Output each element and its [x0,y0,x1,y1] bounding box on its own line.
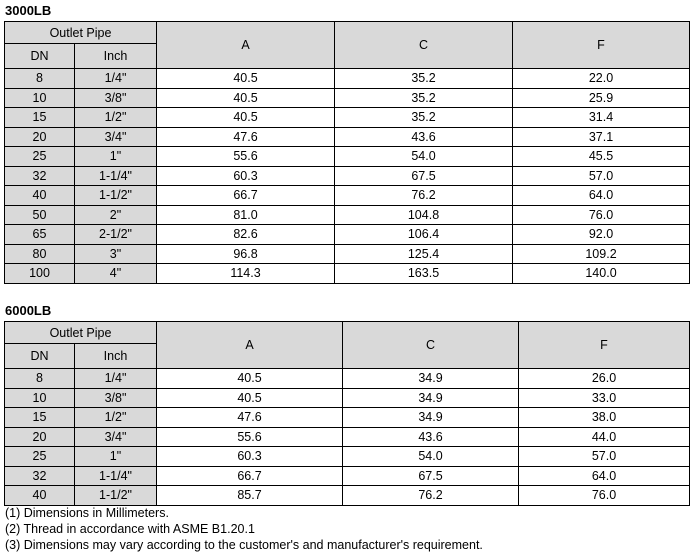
table-row [5,108,690,128]
cell-f: 64.0 [519,466,690,486]
outlet-pipe-header: Outlet Pipe [5,22,157,44]
table-row [5,166,690,186]
cell-inch: 1-1/4" [75,466,157,486]
cell-dn: 20 [5,127,75,147]
cell-f: 37.1 [513,127,690,147]
table-row [5,127,690,147]
cell-c: 43.6 [335,127,513,147]
cell-a: 66.7 [157,186,335,206]
outlet-pipe-header: Outlet Pipe [5,322,157,344]
cell-inch: 1/2" [75,408,157,428]
col-header-a: A [157,322,343,369]
cell-f: 26.0 [519,369,690,389]
section-title-6000lb: 6000LB [5,303,52,318]
cell-f: 64.0 [513,186,690,206]
cell-f: 140.0 [513,264,690,284]
col-header-inch: Inch [75,44,157,69]
cell-f: 76.0 [519,486,690,506]
cell-f: 57.0 [519,447,690,467]
table-body [5,69,690,284]
cell-a: 81.0 [157,205,335,225]
cell-c: 163.5 [335,264,513,284]
cell-c: 35.2 [335,69,513,89]
cell-inch: 1" [75,147,157,167]
cell-c: 76.2 [343,486,519,506]
cell-c: 67.5 [343,466,519,486]
cell-c: 104.8 [335,205,513,225]
cell-inch: 3/4" [75,427,157,447]
table-row [5,466,690,486]
cell-a: 55.6 [157,147,335,167]
cell-a: 40.5 [157,388,343,408]
cell-a: 40.5 [157,108,335,128]
table-row [5,205,690,225]
cell-dn: 25 [5,147,75,167]
cell-f: 109.2 [513,244,690,264]
footnotes [5,505,483,553]
footnote: (2) Thread in accordance with ASME B1.20.1 [5,522,255,536]
cell-inch: 3/8" [75,388,157,408]
table-row [5,427,690,447]
cell-dn: 32 [5,166,75,186]
cell-inch: 1-1/2" [75,186,157,206]
table-row [5,186,690,206]
cell-dn: 10 [5,388,75,408]
cell-dn: 8 [5,369,75,389]
col-header-a: A [157,22,335,69]
cell-c: 34.9 [343,369,519,389]
table-row [5,69,690,89]
cell-a: 66.7 [157,466,343,486]
cell-a: 40.5 [157,369,343,389]
cell-inch: 2" [75,205,157,225]
cell-c: 106.4 [335,225,513,245]
cell-inch: 2-1/2" [75,225,157,245]
cell-c: 125.4 [335,244,513,264]
cell-dn: 65 [5,225,75,245]
cell-a: 47.6 [157,127,335,147]
col-header-dn: DN [5,344,75,369]
cell-f: 38.0 [519,408,690,428]
cell-dn: 40 [5,186,75,206]
footnote: (3) Dimensions may vary according to the customer's and manufacturer's requirement. [5,538,483,552]
table-body [5,369,690,506]
cell-c: 35.2 [335,108,513,128]
table-row [5,244,690,264]
cell-inch: 1/4" [75,369,157,389]
footnote: (1) Dimensions in Millimeters. [5,506,169,520]
col-header-dn: DN [5,44,75,69]
cell-inch: 1-1/4" [75,166,157,186]
table-row [5,447,690,467]
dimension-table-3000lb [4,21,690,284]
cell-a: 40.5 [157,88,335,108]
cell-c: 76.2 [335,186,513,206]
cell-dn: 80 [5,244,75,264]
col-header-f: F [513,22,690,69]
table-row [5,225,690,245]
cell-dn: 15 [5,108,75,128]
cell-inch: 1/2" [75,108,157,128]
cell-f: 92.0 [513,225,690,245]
cell-a: 114.3 [157,264,335,284]
table-row [5,369,690,389]
cell-c: 54.0 [335,147,513,167]
cell-a: 47.6 [157,408,343,428]
cell-f: 44.0 [519,427,690,447]
cell-a: 82.6 [157,225,335,245]
cell-inch: 3" [75,244,157,264]
cell-dn: 32 [5,466,75,486]
col-header-f: F [519,322,690,369]
cell-dn: 40 [5,486,75,506]
cell-c: 54.0 [343,447,519,467]
cell-inch: 3/8" [75,88,157,108]
col-header-inch: Inch [75,344,157,369]
col-header-c: C [343,322,519,369]
cell-a: 55.6 [157,427,343,447]
cell-inch: 1" [75,447,157,467]
cell-f: 33.0 [519,388,690,408]
cell-dn: 15 [5,408,75,428]
table-row [5,264,690,284]
cell-c: 67.5 [335,166,513,186]
cell-dn: 100 [5,264,75,284]
table-row [5,147,690,167]
table-row [5,388,690,408]
cell-dn: 50 [5,205,75,225]
cell-c: 34.9 [343,388,519,408]
cell-a: 60.3 [157,166,335,186]
cell-dn: 10 [5,88,75,108]
cell-inch: 1/4" [75,69,157,89]
cell-c: 43.6 [343,427,519,447]
table-row [5,408,690,428]
cell-f: 76.0 [513,205,690,225]
cell-f: 25.9 [513,88,690,108]
cell-a: 85.7 [157,486,343,506]
table-row [5,486,690,506]
cell-dn: 20 [5,427,75,447]
cell-dn: 25 [5,447,75,467]
dimension-table-6000lb [4,321,690,506]
cell-a: 96.8 [157,244,335,264]
cell-inch: 4" [75,264,157,284]
cell-c: 34.9 [343,408,519,428]
cell-f: 22.0 [513,69,690,89]
cell-f: 57.0 [513,166,690,186]
section-title-3000lb: 3000LB [5,3,52,18]
col-header-c: C [335,22,513,69]
cell-a: 60.3 [157,447,343,467]
cell-a: 40.5 [157,69,335,89]
cell-f: 45.5 [513,147,690,167]
table-row [5,88,690,108]
cell-dn: 8 [5,69,75,89]
cell-inch: 3/4" [75,127,157,147]
cell-f: 31.4 [513,108,690,128]
cell-inch: 1-1/2" [75,486,157,506]
cell-c: 35.2 [335,88,513,108]
